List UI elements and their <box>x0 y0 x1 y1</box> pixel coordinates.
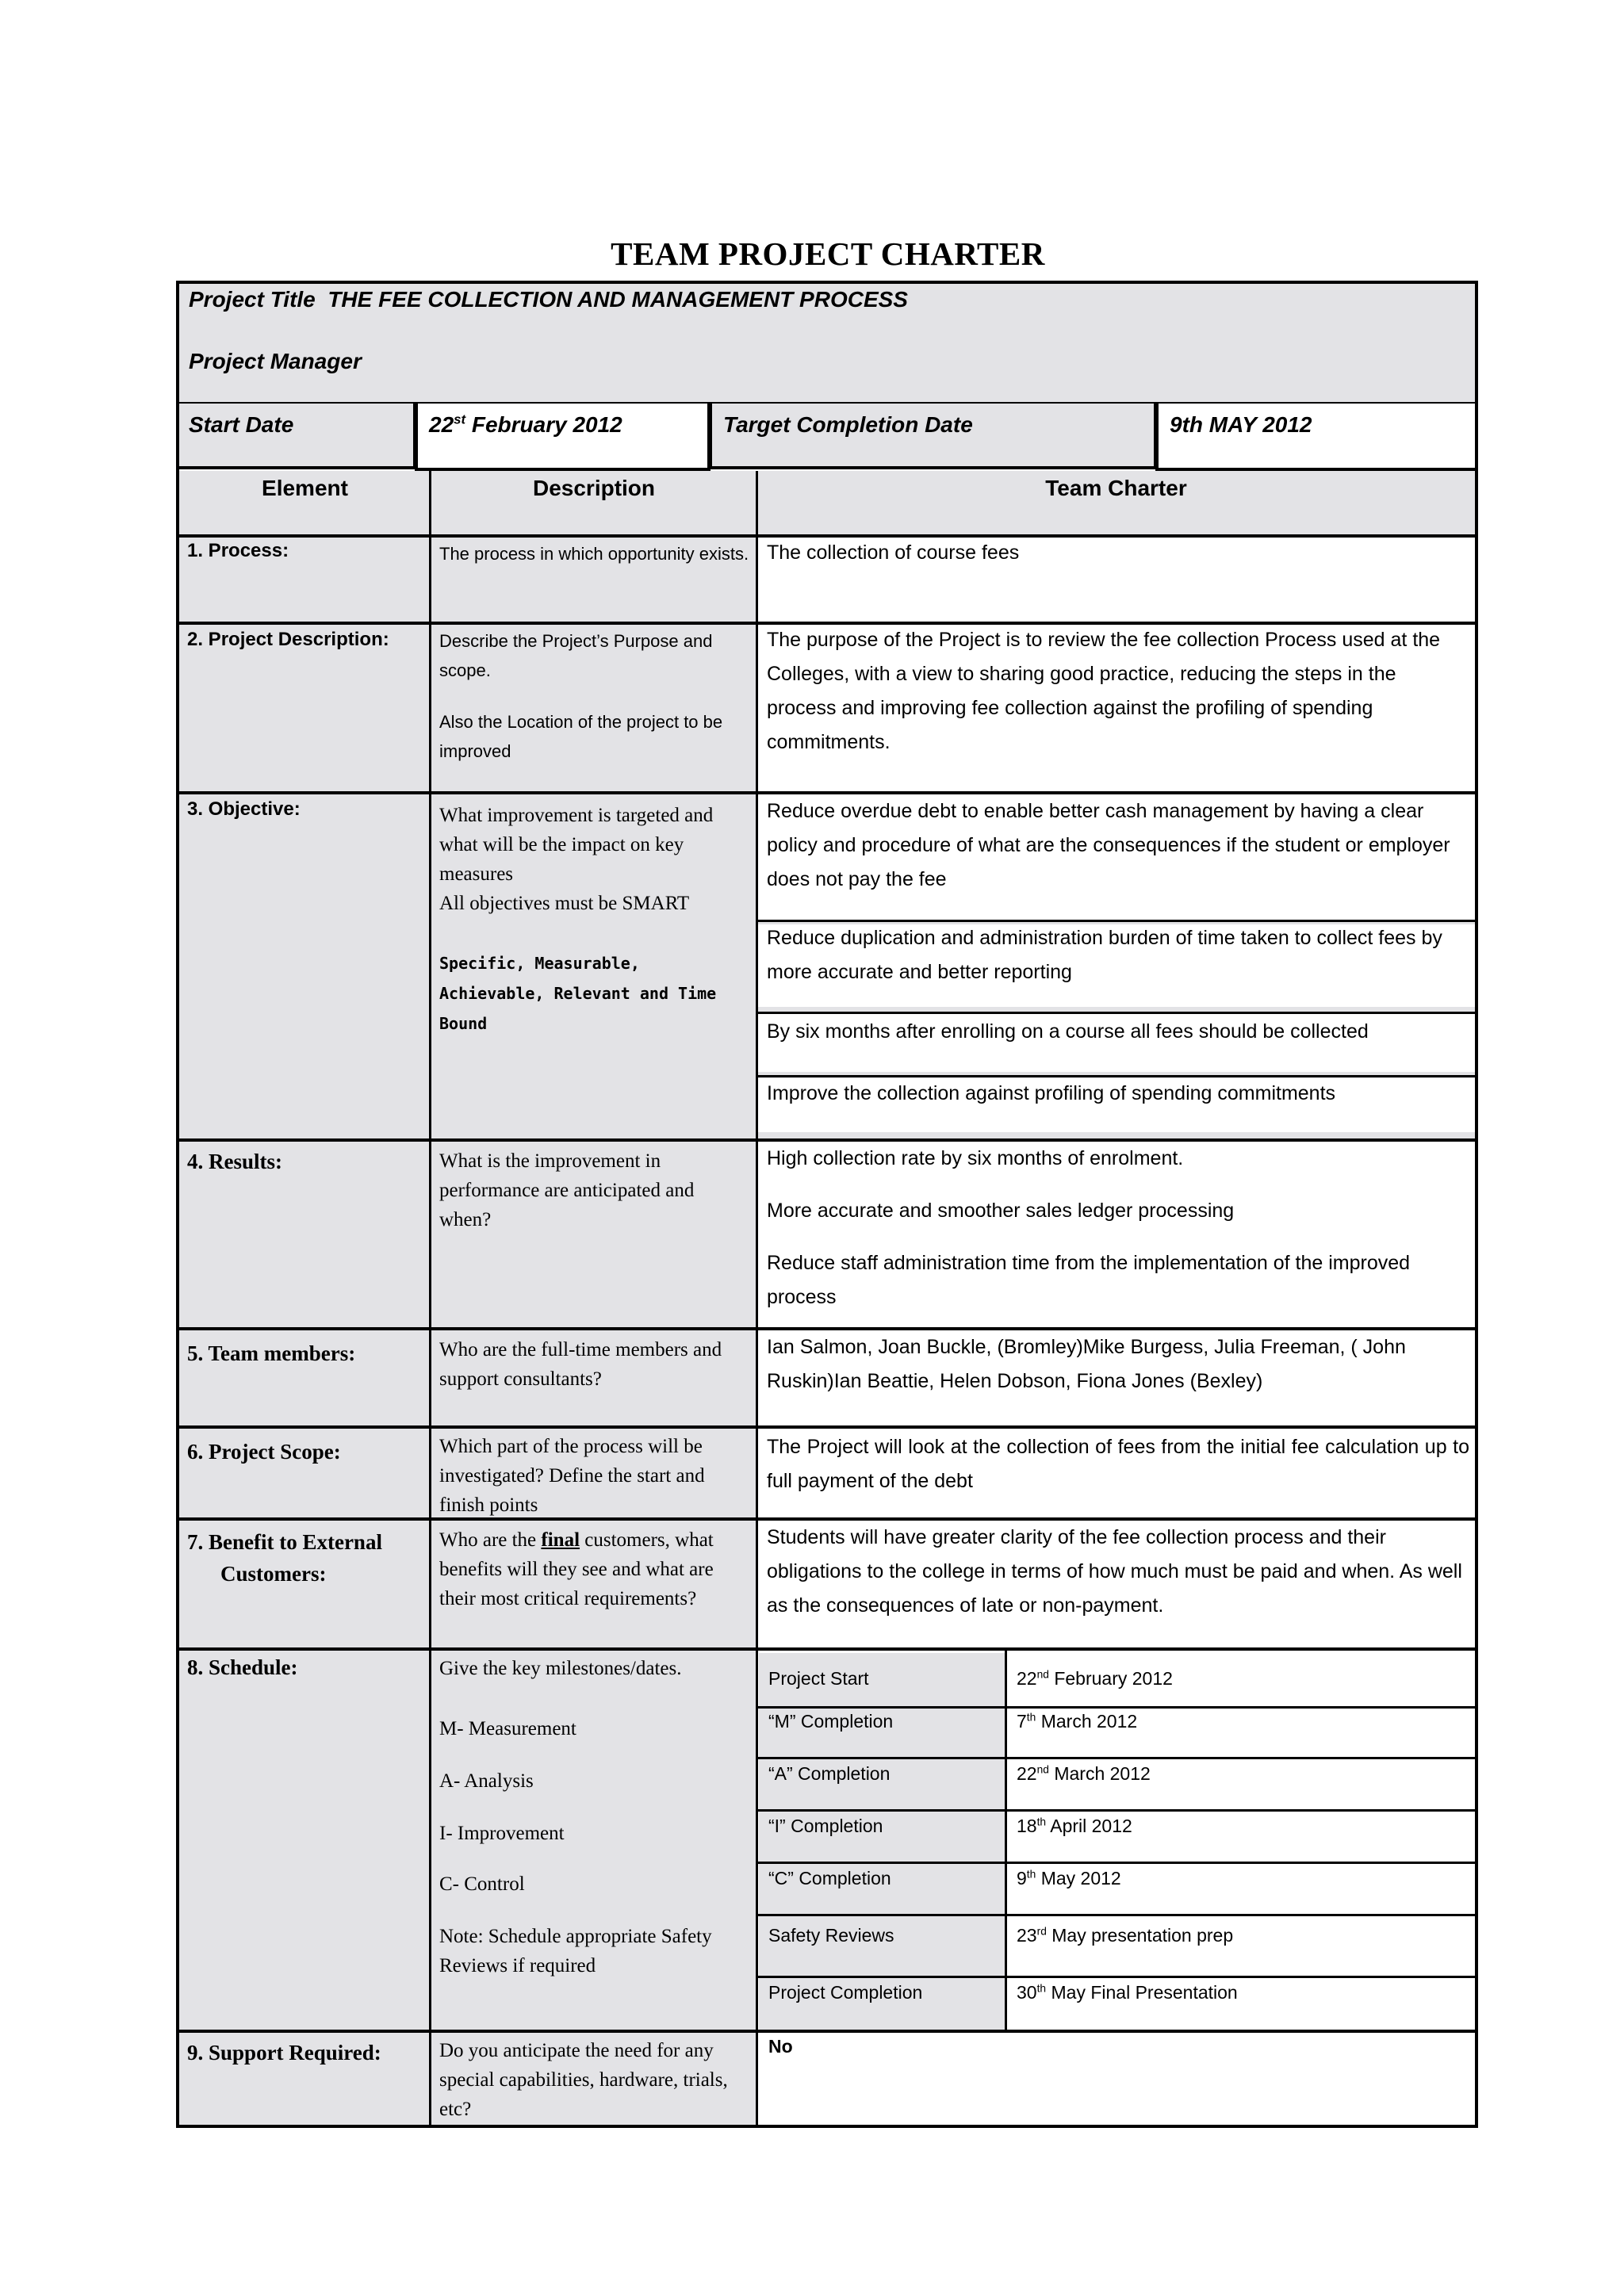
description-schedule-milestones: Give the key milestones/dates. <box>439 1658 682 1679</box>
milestone-date: 18th April 2012 <box>1017 1816 1132 1836</box>
element-team-members: 5. Team members: <box>187 1341 356 1365</box>
charter-project-scope: The Project will look at the collection of fees from the initial fee calculation up to full payment of the debt <box>767 1436 1469 1492</box>
col-sep-1 <box>429 471 431 2126</box>
description-project-scope: Which part of the process will be investigated? Define the start and finish points <box>439 1436 705 1516</box>
milestone-date: 7th March 2012 <box>1017 1711 1138 1732</box>
milestone-date: 22nd March 2012 <box>1017 1763 1151 1784</box>
element-results: 4. Results: <box>187 1150 282 1173</box>
charter-objective-2: Reduce duplication and administration burden of time taken to collect fees by more accurate and better reporting <box>767 927 1442 983</box>
element-project-scope: 6. Project Scope: <box>187 1440 341 1464</box>
charter-project-description: The purpose of the Project is to review the fee collection Process used at the Colleges, with a view to sharing good practice, reducing the steps in the process and improving fee collection against the profiling of spending commitments. <box>767 629 1441 753</box>
description-schedule-m: M- Measurement <box>439 1718 576 1739</box>
schedule-row-sep-1 <box>757 1706 1475 1709</box>
charter-results-2: More accurate and smoother sales ledger processing <box>767 1200 1235 1222</box>
description-objective-targeted: What improvement is targeted and what will be the impact on key measures <box>439 805 714 885</box>
element-schedule: 8. Schedule: <box>187 1655 298 1679</box>
charter-results-3: Reduce staff administration time from the implementation of the improved process <box>767 1252 1411 1308</box>
charter-support: No <box>768 2036 793 2057</box>
milestone-name: “A” Completion <box>768 1763 891 1784</box>
charter-team-members: Ian Salmon, Joan Buckle, (Bromley)Mike Burgess, Julia Freeman, ( John Ruskin)Ian Beattie, Helen Dobson, Fiona Jones (Bexley) <box>767 1336 1406 1392</box>
milestone-name: Safety Reviews <box>768 1925 894 1946</box>
description-schedule-a: A- Analysis <box>439 1770 534 1792</box>
target-completion-label: Target Completion Date <box>723 412 973 437</box>
page-title: TEAM PROJECT CHARTER <box>611 235 1045 272</box>
project-title-label: Project Title <box>189 287 316 312</box>
description-support: Do you anticipate the need for any special capabilities, hardware, trials, etc? <box>439 2040 728 2120</box>
description-objective-smart-terms: Specific, Measurable, Achievable, Relevant and Time Bound <box>439 954 717 1033</box>
row-sep-8 <box>179 2030 1475 2033</box>
milestone-date: 9th May 2012 <box>1017 1868 1121 1888</box>
row-sep-7 <box>179 1647 1475 1651</box>
charter-results-1: High collection rate by six months of enrolment. <box>767 1147 1184 1169</box>
schedule-row-sep-3 <box>757 1809 1475 1812</box>
description-benefit: Who are the final customers, what benefits will they see and what are their most critical requirements? <box>439 1529 714 1609</box>
milestone-name: “I” Completion <box>768 1816 883 1836</box>
milestone-date: 30th May Final Presentation <box>1017 1982 1238 2003</box>
schedule-row-sep-4 <box>757 1862 1475 1864</box>
schedule-row-sep-2 <box>757 1757 1475 1759</box>
project-manager-label: Project Manager <box>189 349 362 373</box>
element-column <box>179 536 431 2125</box>
element-support: 9. Support Required: <box>187 2041 381 2064</box>
charter-objective-1: Reduce overdue debt to enable better cash management by having a clear policy and procedure of what are the consequences if the student or employer does not pay the fee <box>767 800 1450 890</box>
schedule-row-sep-6 <box>757 1976 1475 1978</box>
description-process: The process in which opportunity exists. <box>439 544 749 564</box>
element-benefit-customers: Customers: <box>220 1562 327 1586</box>
col-header-team-charter: Team Charter <box>1045 476 1187 500</box>
description-team-members: Who are the full-time members and support consultants? <box>439 1339 722 1390</box>
milestone-name: “M” Completion <box>768 1711 894 1732</box>
target-completion-value: 9th MAY 2012 <box>1170 412 1312 437</box>
objective-sub-sep-2 <box>757 1012 1475 1014</box>
description-schedule-i: I- Improvement <box>439 1823 565 1844</box>
element-process: 1. Process: <box>187 540 289 561</box>
col-header-element: Element <box>262 476 348 500</box>
element-benefit: 7. Benefit to External <box>187 1530 382 1554</box>
description-objective-smart: All objectives must be SMART <box>439 893 690 914</box>
milestone-date: 23rd May presentation prep <box>1017 1925 1234 1946</box>
description-results: What is the improvement in performance are anticipated and when? <box>439 1150 695 1230</box>
milestone-name: Project Completion <box>768 1982 923 2003</box>
start-date-label: Start Date <box>189 412 294 437</box>
description-project-location: Also the Location of the project to be improved <box>439 712 723 761</box>
charter-objective-3: By six months after enrolling on a course all fees should be collected <box>767 1020 1369 1043</box>
row-sep-5 <box>179 1425 1475 1429</box>
col-sep-2 <box>756 471 758 2126</box>
milestone-name: “C” Completion <box>768 1868 891 1888</box>
objective-divider-shade-4 <box>757 1132 1475 1138</box>
description-project-purpose: Describe the Project’s Purpose and scope. <box>439 631 713 680</box>
description-schedule-c: C- Control <box>439 1873 525 1895</box>
charter-process: The collection of course fees <box>767 541 1020 564</box>
start-date-value: 22st February 2012 <box>429 411 622 437</box>
element-project-description: 2. Project Description: <box>187 629 389 650</box>
milestone-name: Project Start <box>768 1668 869 1689</box>
charter-objective-4: Improve the collection against profiling of spending commitments <box>767 1082 1336 1104</box>
schedule-row-sep-5 <box>757 1914 1475 1916</box>
description-schedule-note: Note: Schedule appropriate Safety Reviews if required <box>439 1926 712 1976</box>
project-title-value: THE FEE COLLECTION AND MANAGEMENT PROCESS <box>327 287 908 312</box>
col-header-description: Description <box>532 476 656 500</box>
element-objective: 3. Objective: <box>187 798 301 820</box>
project-title-line <box>189 287 908 312</box>
milestone-date: 22nd February 2012 <box>1017 1668 1173 1689</box>
charter-benefit: Students will have greater clarity of the fee collection process and their obligations to the college in terms of how much must be paid and when. As well as the consequences of late or non-payment. <box>767 1526 1462 1617</box>
